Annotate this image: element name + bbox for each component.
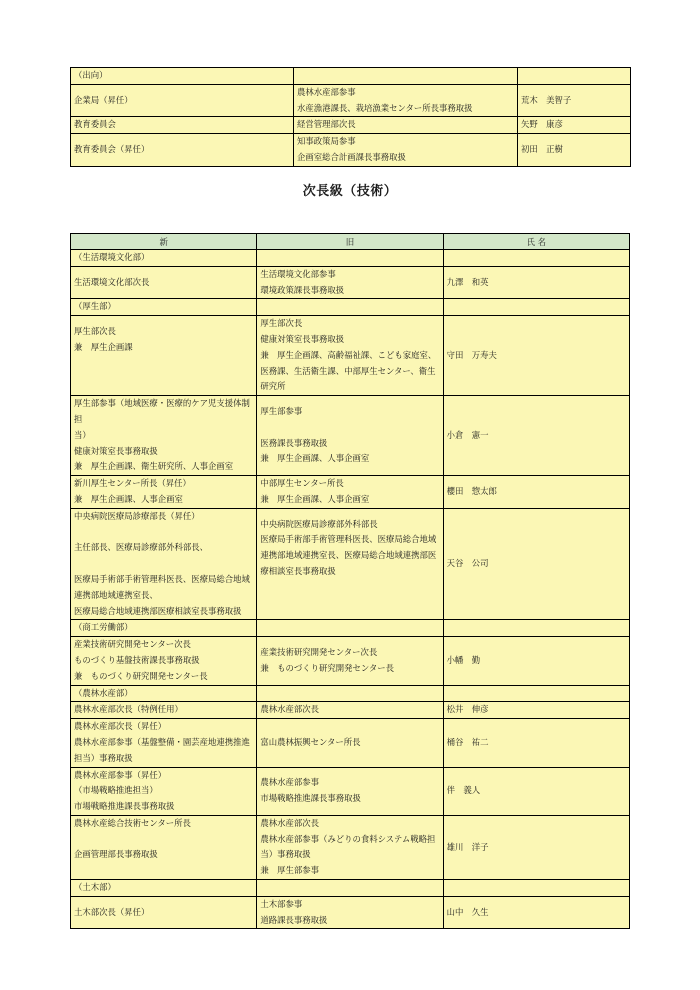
table-row — [71, 767, 630, 815]
table-row — [71, 637, 630, 685]
section-row — [71, 299, 630, 316]
empty-cell — [257, 620, 443, 637]
empty-cell — [257, 250, 443, 267]
new-position-cell: 教育委員会（昇任） — [71, 134, 294, 167]
name-cell: 小幡 勤 — [443, 637, 629, 685]
new-position-cell: 農林水産総合技術センター所長 企画管理部長事務取扱 — [71, 815, 257, 879]
table-row — [71, 117, 631, 134]
section-label: （厚生部） — [71, 299, 257, 316]
header-new: 新 — [71, 234, 257, 250]
old-position-cell: 中央病院医療局診療部外科部長 医療局手術部手術管理科医長、医療局総合地域 連携部地域連携室長、医療局総合地域連携部医 療相談室長事務取扱 — [257, 508, 443, 620]
new-position-cell: 農林水産部次長（昇任） 農林水産部参事（基盤整備・園芸産地連携推進 担当）事務取扱 — [71, 719, 257, 767]
new-position-cell: 教育委員会 — [71, 117, 294, 134]
empty-cell — [518, 68, 631, 85]
empty-cell — [443, 620, 629, 637]
name-cell: 櫻田 惣太郎 — [443, 476, 629, 509]
old-position-cell: 中部厚生センター所長 兼 厚生企画課、人事企画室 — [257, 476, 443, 509]
name-cell: 松井 伸彦 — [443, 702, 629, 719]
section-row — [71, 68, 631, 85]
table-row — [71, 84, 631, 117]
section-label: （出向） — [71, 68, 294, 85]
table-row — [71, 134, 631, 167]
table-row — [71, 476, 630, 509]
empty-cell — [443, 250, 629, 267]
old-position-cell: 農林水産部次長 — [257, 702, 443, 719]
name-cell: 天谷 公司 — [443, 508, 629, 620]
section-label: （商工労働部） — [71, 620, 257, 637]
new-position-cell: 土木部次長（昇任） — [71, 896, 257, 929]
old-position-cell: 厚生部次長 健康対策室長事務取扱 兼 厚生企画課、高齢福祉課、こども家庭室、 医務課、生活衛生課、中部厚生センター、衛生 研究所 — [257, 316, 443, 396]
old-position-cell: 農林水産部参事 市場戦略推進課長事務取扱 — [257, 767, 443, 815]
old-position-cell: 土木部参事 道路課長事務取扱 — [257, 896, 443, 929]
table-row — [71, 702, 630, 719]
table-row — [71, 896, 630, 929]
new-position-cell: 産業技術研究開発センター次長 ものづくり基盤技術課長事務取扱 兼 ものづくり研究開発センター長 — [71, 637, 257, 685]
old-position-cell: 産業技術研究開発センター次長 兼 ものづくり研究開発センター長 — [257, 637, 443, 685]
empty-cell — [294, 68, 518, 85]
old-position-cell: 経営管理部次長 — [294, 117, 518, 134]
new-position-cell: 厚生部参事（地域医療・医療的ケア児支援体制担 当） 健康対策室長事務取扱 兼 厚生企画課、衛生研究所、人事企画室 — [71, 396, 257, 476]
section-label: （生活環境文化部） — [71, 250, 257, 267]
section-row — [71, 685, 630, 702]
table-row — [71, 815, 630, 879]
section-row — [71, 880, 630, 897]
old-position-cell: 農林水産部参事 水産漁港課長、栽培漁業センター所長事務取扱 — [294, 84, 518, 117]
header-name: 氏 名 — [443, 234, 629, 250]
section-label: （農林水産部） — [71, 685, 257, 702]
table-row — [71, 719, 630, 767]
new-position-cell: 企業局（昇任） — [71, 84, 294, 117]
header-old: 旧 — [257, 234, 443, 250]
new-position-cell: 農林水産部参事（昇任） （市場戦略推進担当） 市場戦略推進課長事務取扱 — [71, 767, 257, 815]
name-cell: 伴 義人 — [443, 767, 629, 815]
name-cell: 雄川 洋子 — [443, 815, 629, 879]
old-position-cell: 厚生部参事 医務課長事務取扱 兼 厚生企画課、人事企画室 — [257, 396, 443, 476]
empty-cell — [443, 880, 629, 897]
new-position-cell: 新川厚生センター所長（昇任） 兼 厚生企画課、人事企画室 — [71, 476, 257, 509]
name-cell: 小倉 憲一 — [443, 396, 629, 476]
empty-cell — [257, 685, 443, 702]
section-label: （土木部） — [71, 880, 257, 897]
name-cell: 九澤 和英 — [443, 266, 629, 299]
transfer-table — [70, 67, 631, 167]
table-row — [71, 266, 630, 299]
table-header-row — [71, 234, 630, 250]
section-row — [71, 250, 630, 267]
new-position-cell: 農林水産部次長（特例任用） — [71, 702, 257, 719]
empty-cell — [257, 880, 443, 897]
name-cell: 桶谷 祐二 — [443, 719, 629, 767]
empty-cell — [443, 299, 629, 316]
table-row — [71, 396, 630, 476]
new-position-cell: 厚生部次長 兼 厚生企画課 — [71, 316, 257, 396]
name-cell: 荒木 美智子 — [518, 84, 631, 117]
name-cell: 初田 正樹 — [518, 134, 631, 167]
name-cell: 守田 万寿夫 — [443, 316, 629, 396]
section-title: 次長級（技術） — [302, 184, 398, 199]
empty-cell — [257, 299, 443, 316]
new-position-cell: 中央病院医療局診療部長（昇任） 主任部長、医療局診療部外科部長、 医療局手術部手術管理科医長、医療局総合地域 連携部地域連携室長、 医療局総合地域連携部医療相談室長事務取扱 — [71, 508, 257, 620]
name-cell: 山中 久生 — [443, 896, 629, 929]
table-row — [71, 316, 630, 396]
section-row — [71, 620, 630, 637]
name-cell: 矢野 康彦 — [518, 117, 631, 134]
old-position-cell: 農林水産部次長 農林水産部参事（みどりの食料システム戦略担 当）事務取扱 兼 厚生部参事 — [257, 815, 443, 879]
old-position-cell: 生活環境文化部参事 環境政策課長事務取扱 — [257, 266, 443, 299]
empty-cell — [443, 685, 629, 702]
deputy-director-table — [70, 233, 630, 929]
new-position-cell: 生活環境文化部次長 — [71, 266, 257, 299]
old-position-cell: 知事政策局参事 企画室総合計画課長事務取扱 — [294, 134, 518, 167]
table-row — [71, 508, 630, 620]
old-position-cell: 富山農林振興センター所長 — [257, 719, 443, 767]
